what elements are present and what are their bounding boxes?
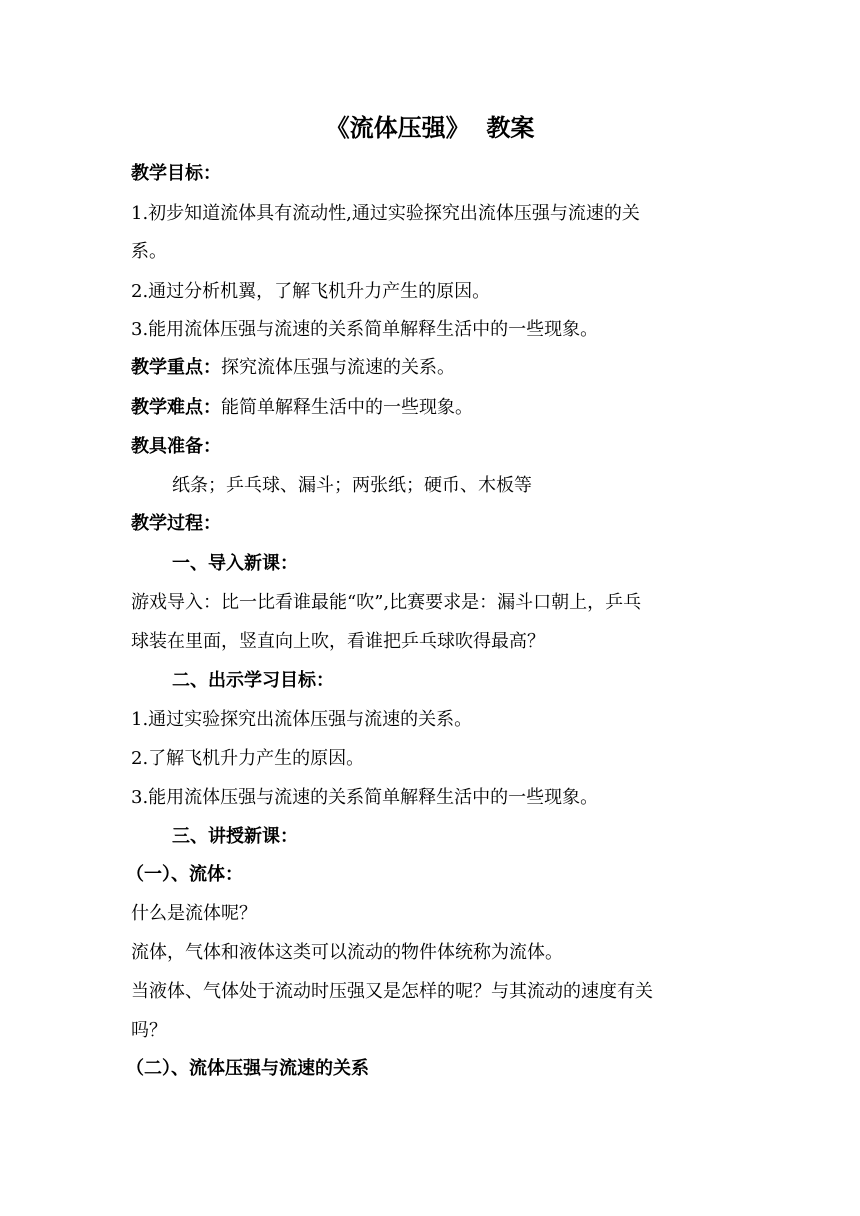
equipment-text: 纸条；乒乓球、漏斗；两张纸；硬币、木板等 (172, 475, 532, 496)
objective-line: 3.能用流体压强与流速的关系简单解释生活中的一些现象。 (131, 319, 599, 340)
key-point (131, 349, 731, 387)
section2-line: 2.了解飞机升力产生的原因。 (131, 748, 365, 769)
key-point-text: 探究流体压强与流速的关系。 (221, 357, 455, 378)
section2-line: 1.通过实验探究出流体压强与流速的关系。 (131, 709, 473, 730)
objective-line: 1.初步知道流体具有流动性,通过实验探究出流体压强与流速的关 (131, 203, 640, 224)
difficulty-label: 教学难点： (131, 397, 221, 418)
section1-line: 球装在里面，竖直向上吹，看谁把乒乓球吹得最高？ (131, 631, 545, 652)
section2-heading: 二、出示学习目标： (172, 670, 334, 691)
key-point-label: 教学重点： (131, 357, 221, 378)
document-title: 《流体压强》 教案 (325, 113, 535, 142)
sub1-heading: （一）、流体： (126, 864, 243, 885)
objectives-heading: 教学目标： (131, 163, 221, 184)
sub1-line: 流体，气体和液体这类可以流动的物件体统称为流体。 (131, 942, 563, 963)
sub1-line: 当液体、气体处于流动时压强又是怎样的呢？与其流动的速度有关 (131, 981, 653, 1002)
section2-line: 3.能用流体压强与流速的关系简单解释生活中的一些现象。 (131, 787, 599, 808)
section1-heading: 一、导入新课： (172, 553, 298, 574)
objective-line: 系。 (131, 241, 167, 262)
equipment-heading: 教具准备： (131, 436, 221, 457)
process-heading: 教学过程： (131, 513, 221, 534)
difficulty-text: 能简单解释生活中的一些现象。 (221, 397, 473, 418)
difficulty-point (131, 389, 731, 427)
objective-line: 2.通过分析机翼，了解飞机升力产生的原因。 (131, 281, 491, 302)
sub2-heading: （二）、流体压强与流速的关系 (126, 1058, 369, 1079)
sub1-line: 什么是流体呢？ (131, 903, 257, 924)
section3-heading: 三、讲授新课： (172, 826, 298, 847)
sub1-line: 吗？ (131, 1020, 167, 1041)
section1-line: 游戏导入：比一比看谁最能“吹”,比赛要求是：漏斗口朝上，乒乓 (131, 592, 642, 613)
